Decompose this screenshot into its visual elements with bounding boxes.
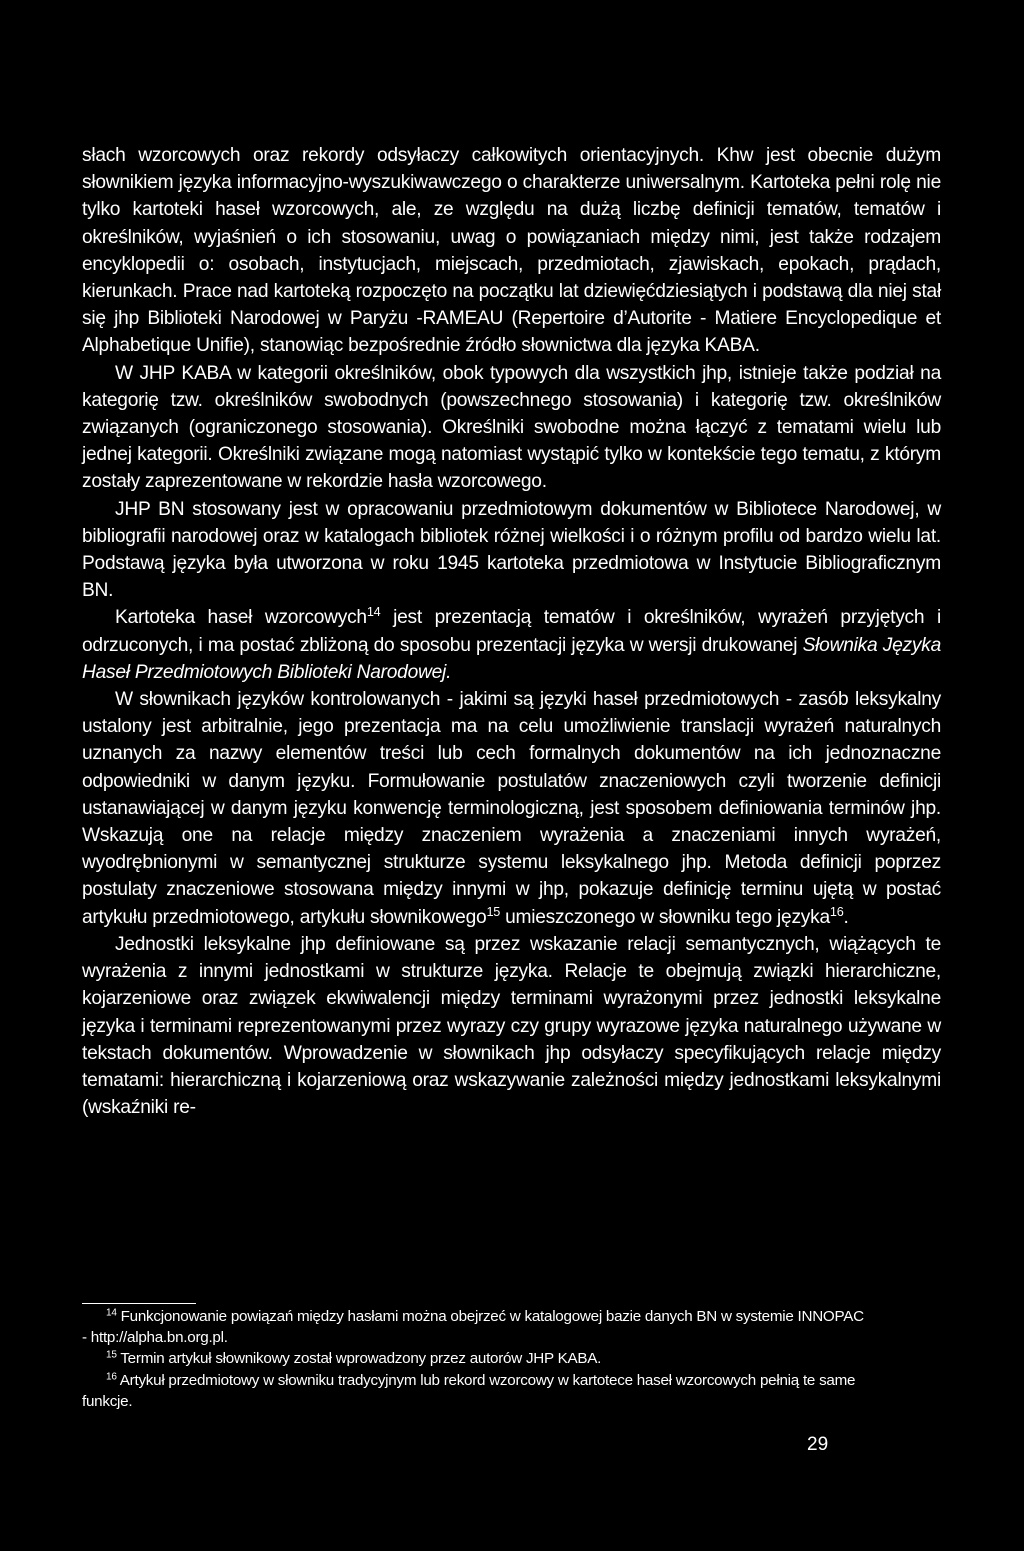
paragraph — [82, 931, 941, 1121]
text-run: W słownikach języków kontrolowanych - jakimi są języki haseł przedmiotowych - zasób leksykalny ustalony jest arbitralnie, jego prezentacja ma na celu umożliwienie translacji wyrażeń naturalnych uznanych za nazwy elementów treści lub cech formalnych dokumentów na ich jednoznaczne odpowiedniki w danym języku. Formułowanie postulatów znaczeniowych czyli tworzenie definicji ustanawiającej w danym języku konwencję terminologiczną, jest sposobem definiowania terminów jhp. Wskazują one na relacje między znaczeniem wyrażenia a znaczeniami innych wyrażeń, wyodrębnionymi w semantycznej strukturze systemu leksykalnego jhp. Metoda definicji poprzez postulaty znaczeniowe stosowana między innymi w jhp, pokazuje definicję terminu ujętą w postać artykułu przedmiotowego, artykułu słownikowego — [82, 689, 941, 928]
footnote — [82, 1306, 868, 1348]
text-run: . — [843, 906, 849, 928]
text-run: W JHP KABA w kategorii określników, obok typowych dla wszystkich jhp, istnieje także podział na kategorię tzw. określników swobodnych (powszechnego stosowania) i kategorię tzw. określników związanych (ograniczonego stosowania). Określniki swobodne można łączyć z tematami wielu lub jednej kategorii. Określniki związane mogą natomiast wystąpić tylko w kontekście tego tematu, z którym zostały zaprezentowane w rekordzie hasła wzorcowego. — [82, 362, 941, 493]
paragraph — [82, 496, 941, 605]
footnote — [82, 1348, 868, 1369]
footnote — [82, 1370, 868, 1412]
italic-title: Słownika Języka Haseł Przedmiotowych Biblioteki Narodowej. — [82, 634, 941, 683]
footnote-reference: 15 — [486, 904, 501, 919]
body-text — [82, 142, 941, 1121]
footnotes — [82, 1306, 868, 1412]
page-number: 29 — [807, 1434, 829, 1455]
footnote-text: Artykuł przedmiotowy w słowniku tradycyjnym lub rekord wzorcowy w kartotece haseł wzorcowych pełnią te same funkcje. — [82, 1371, 856, 1410]
footnote-text: Funkcjonowanie powiązań między hasłami można obejrzeć w katalogowej bazie danych BN w systemie INNOPAC - http://alpha.bn.org.pl. — [82, 1308, 864, 1347]
text-run: JHP BN stosowany jest w opracowaniu przedmiotowym dokumentów w Bibliotece Narodowej, w bibliografii narodowej oraz w katalogach bibliotek różnej wielkości i o różnym profilu od bardzo wielu lat. Podstawą języka była utworzona w roku 1945 kartoteka przedmiotowa w Instytucie Bibliograficznym BN. — [82, 498, 941, 602]
paragraph — [82, 686, 941, 931]
footnote-number: 16 — [106, 1371, 117, 1383]
footnote-reference: 16 — [829, 904, 844, 919]
text-run: słach wzorcowych oraz rekordy odsyłaczy całkowitych orientacyjnych. Khw jest obecnie dużym słownikiem języka informacyjno-wyszukiwawczego o charakterze uniwersalnym. Kartoteka pełni rolę nie tylko kartoteki haseł wzorcowych, ale, ze względu na dużą liczbę definicji tematów, tematów i określników, wyjaśnień o ich stosowaniu, uwag o powiązaniach między nimi, jest także rodzajem encyklopedii o: osobach, instytucjach, miejscach, przedmiotach, zjawiskach, epokach, prądach, kierunkach. Prace nad kartoteką rozpoczęto na początku lat dziewięćdziesiątych i podstawą dla niej stał się jhp Biblioteki Narodowej w Paryżu -RAMEAU (Repertoire d’Autorite - Matiere Encyclopedique et Alphabetique Unifie), stanowiąc bezpośrednie źródło słownictwa dla języka KABA. — [82, 145, 941, 357]
text-run: umieszczonego w słowniku tego języka — [500, 906, 830, 928]
paragraph — [82, 604, 941, 686]
footnote-reference: 14 — [366, 605, 381, 620]
footnote-text: Termin artykuł słownikowy został wprowadzony przez autorów JHP KABA. — [120, 1350, 602, 1368]
text-run: Kartoteka haseł wzorcowych — [115, 607, 367, 629]
text-run: Jednostki leksykalne jhp definiowane są przez wskazanie relacji semantycznych, wiążących te wyrażenia z innymi jednostkami w strukturze języka. Relacje te obejmują związki hierarchiczne, kojarzeniowe oraz związek ekwiwalencji między terminami wyrażonymi przez jednostki leksykalne języka i terminami reprezentowanymi przez wyrazy czy grupy wyrazowe języka naturalnego używane w tekstach dokumentów. Wprowadzenie w słownikach jhp odsyłaczy specyfikujących relacje między tematami: hierarchiczną i kojarzeniową oraz wskazywanie zależności między jednostkami leksykalnymi (wskaźniki re- — [82, 933, 941, 1119]
footnote-number: 14 — [106, 1307, 117, 1319]
footnote-number: 15 — [106, 1349, 117, 1361]
text-run: jest prezentacją tematów i określników, wyrażeń przyjętych i odrzuconych, i ma postać zbliżoną do sposobu prezentacji języka w wersji drukowanej — [82, 607, 941, 656]
main-text-column — [82, 142, 941, 1121]
paragraph — [82, 360, 941, 496]
paragraph — [82, 142, 941, 360]
footnote-separator — [82, 1303, 196, 1304]
